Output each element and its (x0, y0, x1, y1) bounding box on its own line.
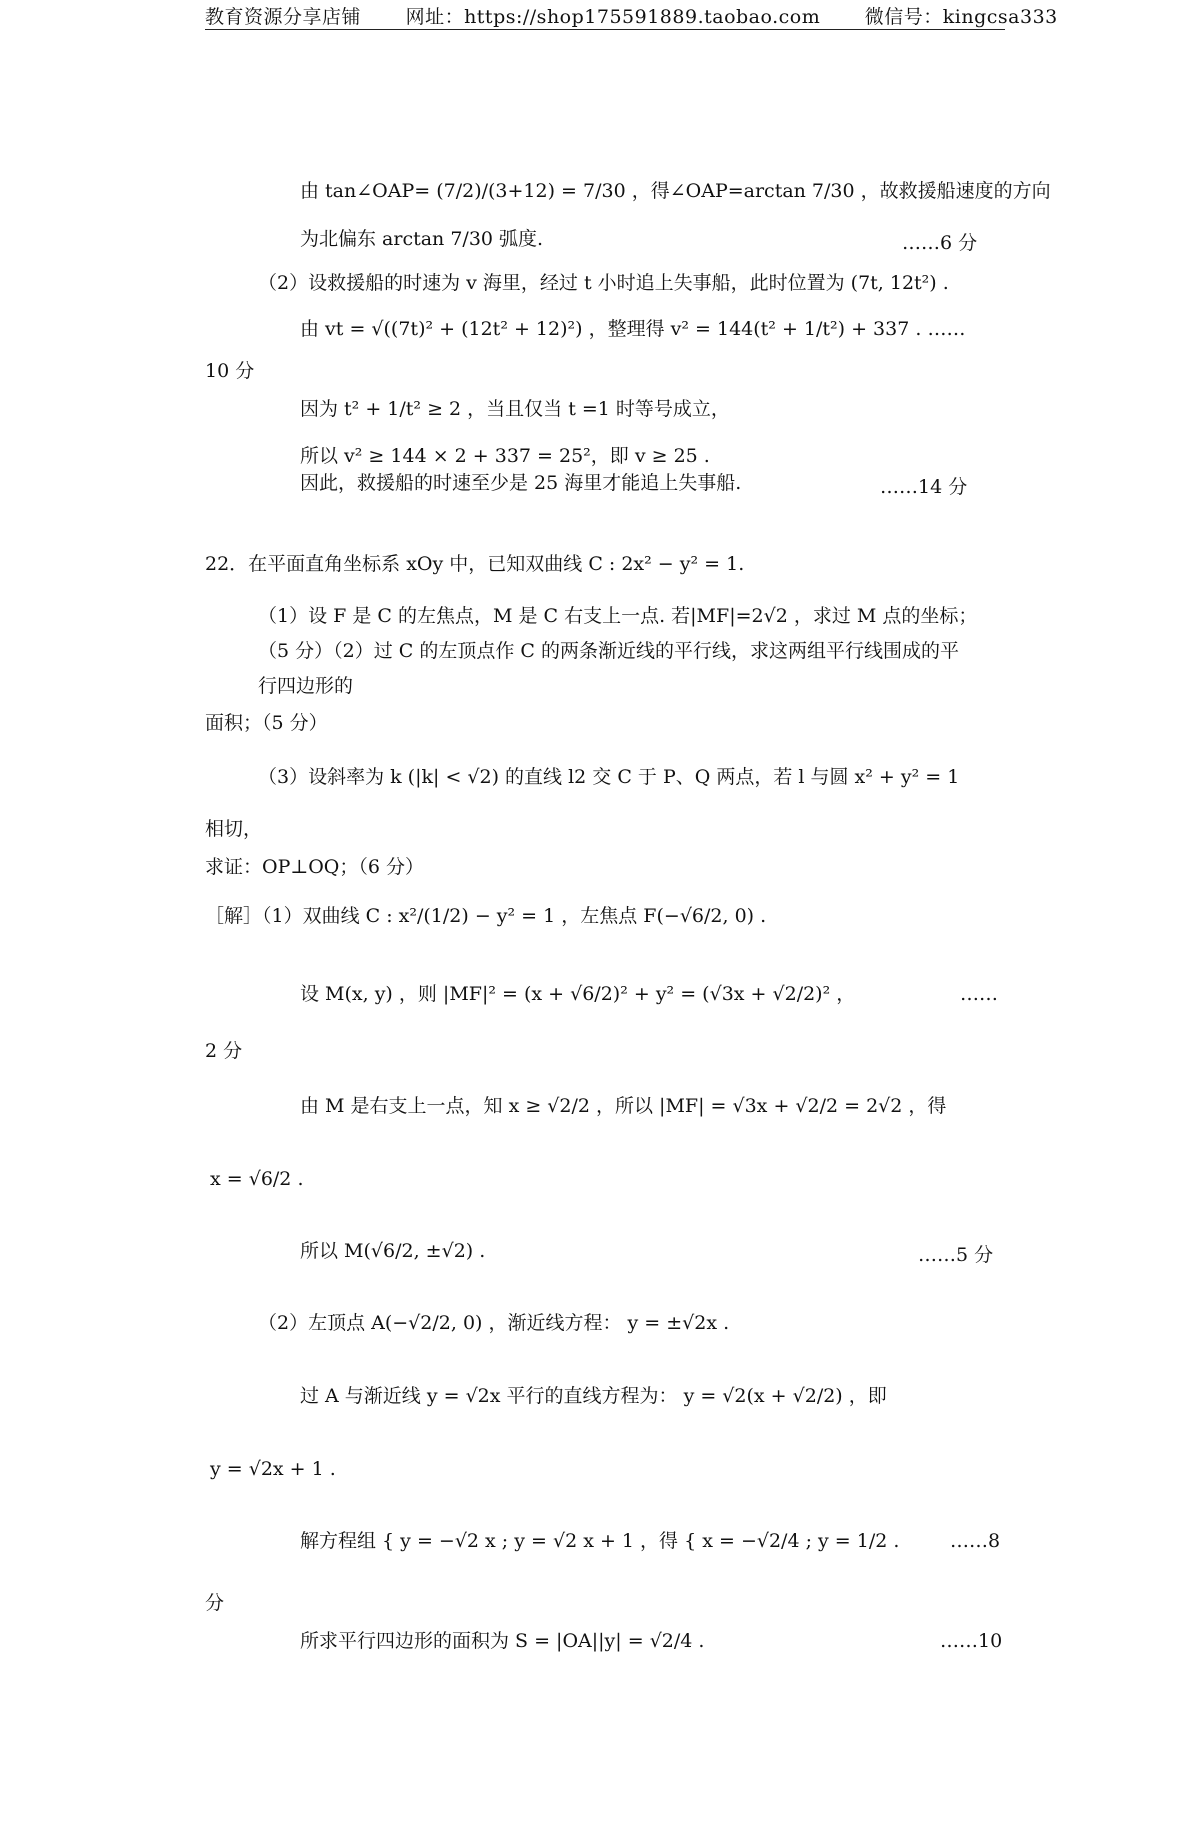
text-line: 解方程组 { y = −√2 x ; y = √2 x + 1 ，得 { x = −√2/4 ; y = 1/2 . (300, 1530, 900, 1552)
score-marker: ……6 分 (902, 232, 978, 254)
text-line: 设 M(x, y) ，则 |MF|² = (x + √6/2)² + y² = (√3x + √2/2)² ， (300, 983, 856, 1005)
text-line: 行四边形的 (258, 675, 354, 697)
text-line: 面积；（5 分） (205, 712, 328, 734)
text-line: y = √2x + 1 . (210, 1458, 336, 1480)
score-marker: ……8 (950, 1530, 1001, 1552)
header-divider (205, 29, 1005, 30)
solution-start: ［解］（1）双曲线 C : x²/(1/2) − y² = 1 ，左焦点 F(−√6/2, 0) . (205, 905, 767, 927)
text-line: 求证：OP⊥OQ；（6 分） (205, 856, 425, 878)
problem-22-title: 22．在平面直角坐标系 xOy 中，已知双曲线 C : 2x² − y² = 1. (205, 553, 745, 575)
page-header (205, 2, 1058, 29)
text-line: 所以 v² ≥ 144 × 2 + 337 = 25²，即 v ≥ 25 . (300, 445, 710, 467)
text-line: 分 (205, 1592, 225, 1614)
text-line: x = √6/2 . (210, 1168, 304, 1190)
text-line: （5 分）（2）过 C 的左顶点作 C 的两条渐近线的平行线，求这两组平行线围成的平 (258, 640, 959, 662)
wechat-id: 微信号：kingcsa333 (864, 6, 1058, 28)
score-marker: ……10 (940, 1630, 1003, 1652)
text-line: 由 vt = √((7t)² + (12t² + 12)²) ，整理得 v² = 144(t² + 1/t²) + 337 . …… (300, 318, 966, 340)
text-line: 相切， (205, 818, 263, 840)
text-line: （3）设斜率为 k (|k| < √2) 的直线 l2 交 C 于 P、Q 两点，若 l 与圆 x² + y² = 1 (258, 766, 960, 788)
text-line: 因为 t² + 1/t² ≥ 2 ，当且仅当 t =1 时等号成立， (300, 398, 730, 420)
text-line: 过 A 与渐近线 y = √2x 平行的直线方程为： y = √2(x + √2/2) ，即 (300, 1385, 887, 1407)
text-line: 由 M 是右支上一点，知 x ≥ √2/2 ，所以 |MF| = √3x + √2/2 = 2√2 ，得 (300, 1095, 947, 1117)
score-marker: ……5 分 (918, 1244, 994, 1266)
text-line: 所以 M(√6/2, ±√2) . (300, 1240, 486, 1262)
text-line: （2）左顶点 A(−√2/2, 0) ，渐近线方程： y = ±√2x . (258, 1312, 730, 1334)
shop-website: 网址：https://shop175591889.taobao.com (405, 6, 821, 28)
text-line: 由 tan∠OAP= (7/2)/(3+12) = 7/30 ，得∠OAP=arctan 7/30 ，故救援船速度的方向 (300, 180, 1051, 202)
text-line: 10 分 (205, 360, 255, 382)
text-line: 2 分 (205, 1040, 243, 1062)
text-line: 为北偏东 arctan 7/30 弧度. (300, 228, 544, 250)
score-marker: ……14 分 (880, 476, 968, 498)
shop-name: 教育资源分享店铺 (205, 6, 362, 28)
score-marker: …… (960, 983, 998, 1005)
text-line: 所求平行四边形的面积为 S = |OA||y| = √2/4 . (300, 1630, 705, 1652)
text-line: （2）设救援船的时速为 v 海里，经过 t 小时追上失事船，此时位置为 (7t, 12t²) . (258, 272, 949, 294)
text-line: 因此，救援船的时速至少是 25 海里才能追上失事船. (300, 472, 742, 494)
text-line: （1）设 F 是 C 的左焦点，M 是 C 右支上一点. 若|MF|=2√2 ，求过 M 点的坐标； (258, 605, 978, 627)
